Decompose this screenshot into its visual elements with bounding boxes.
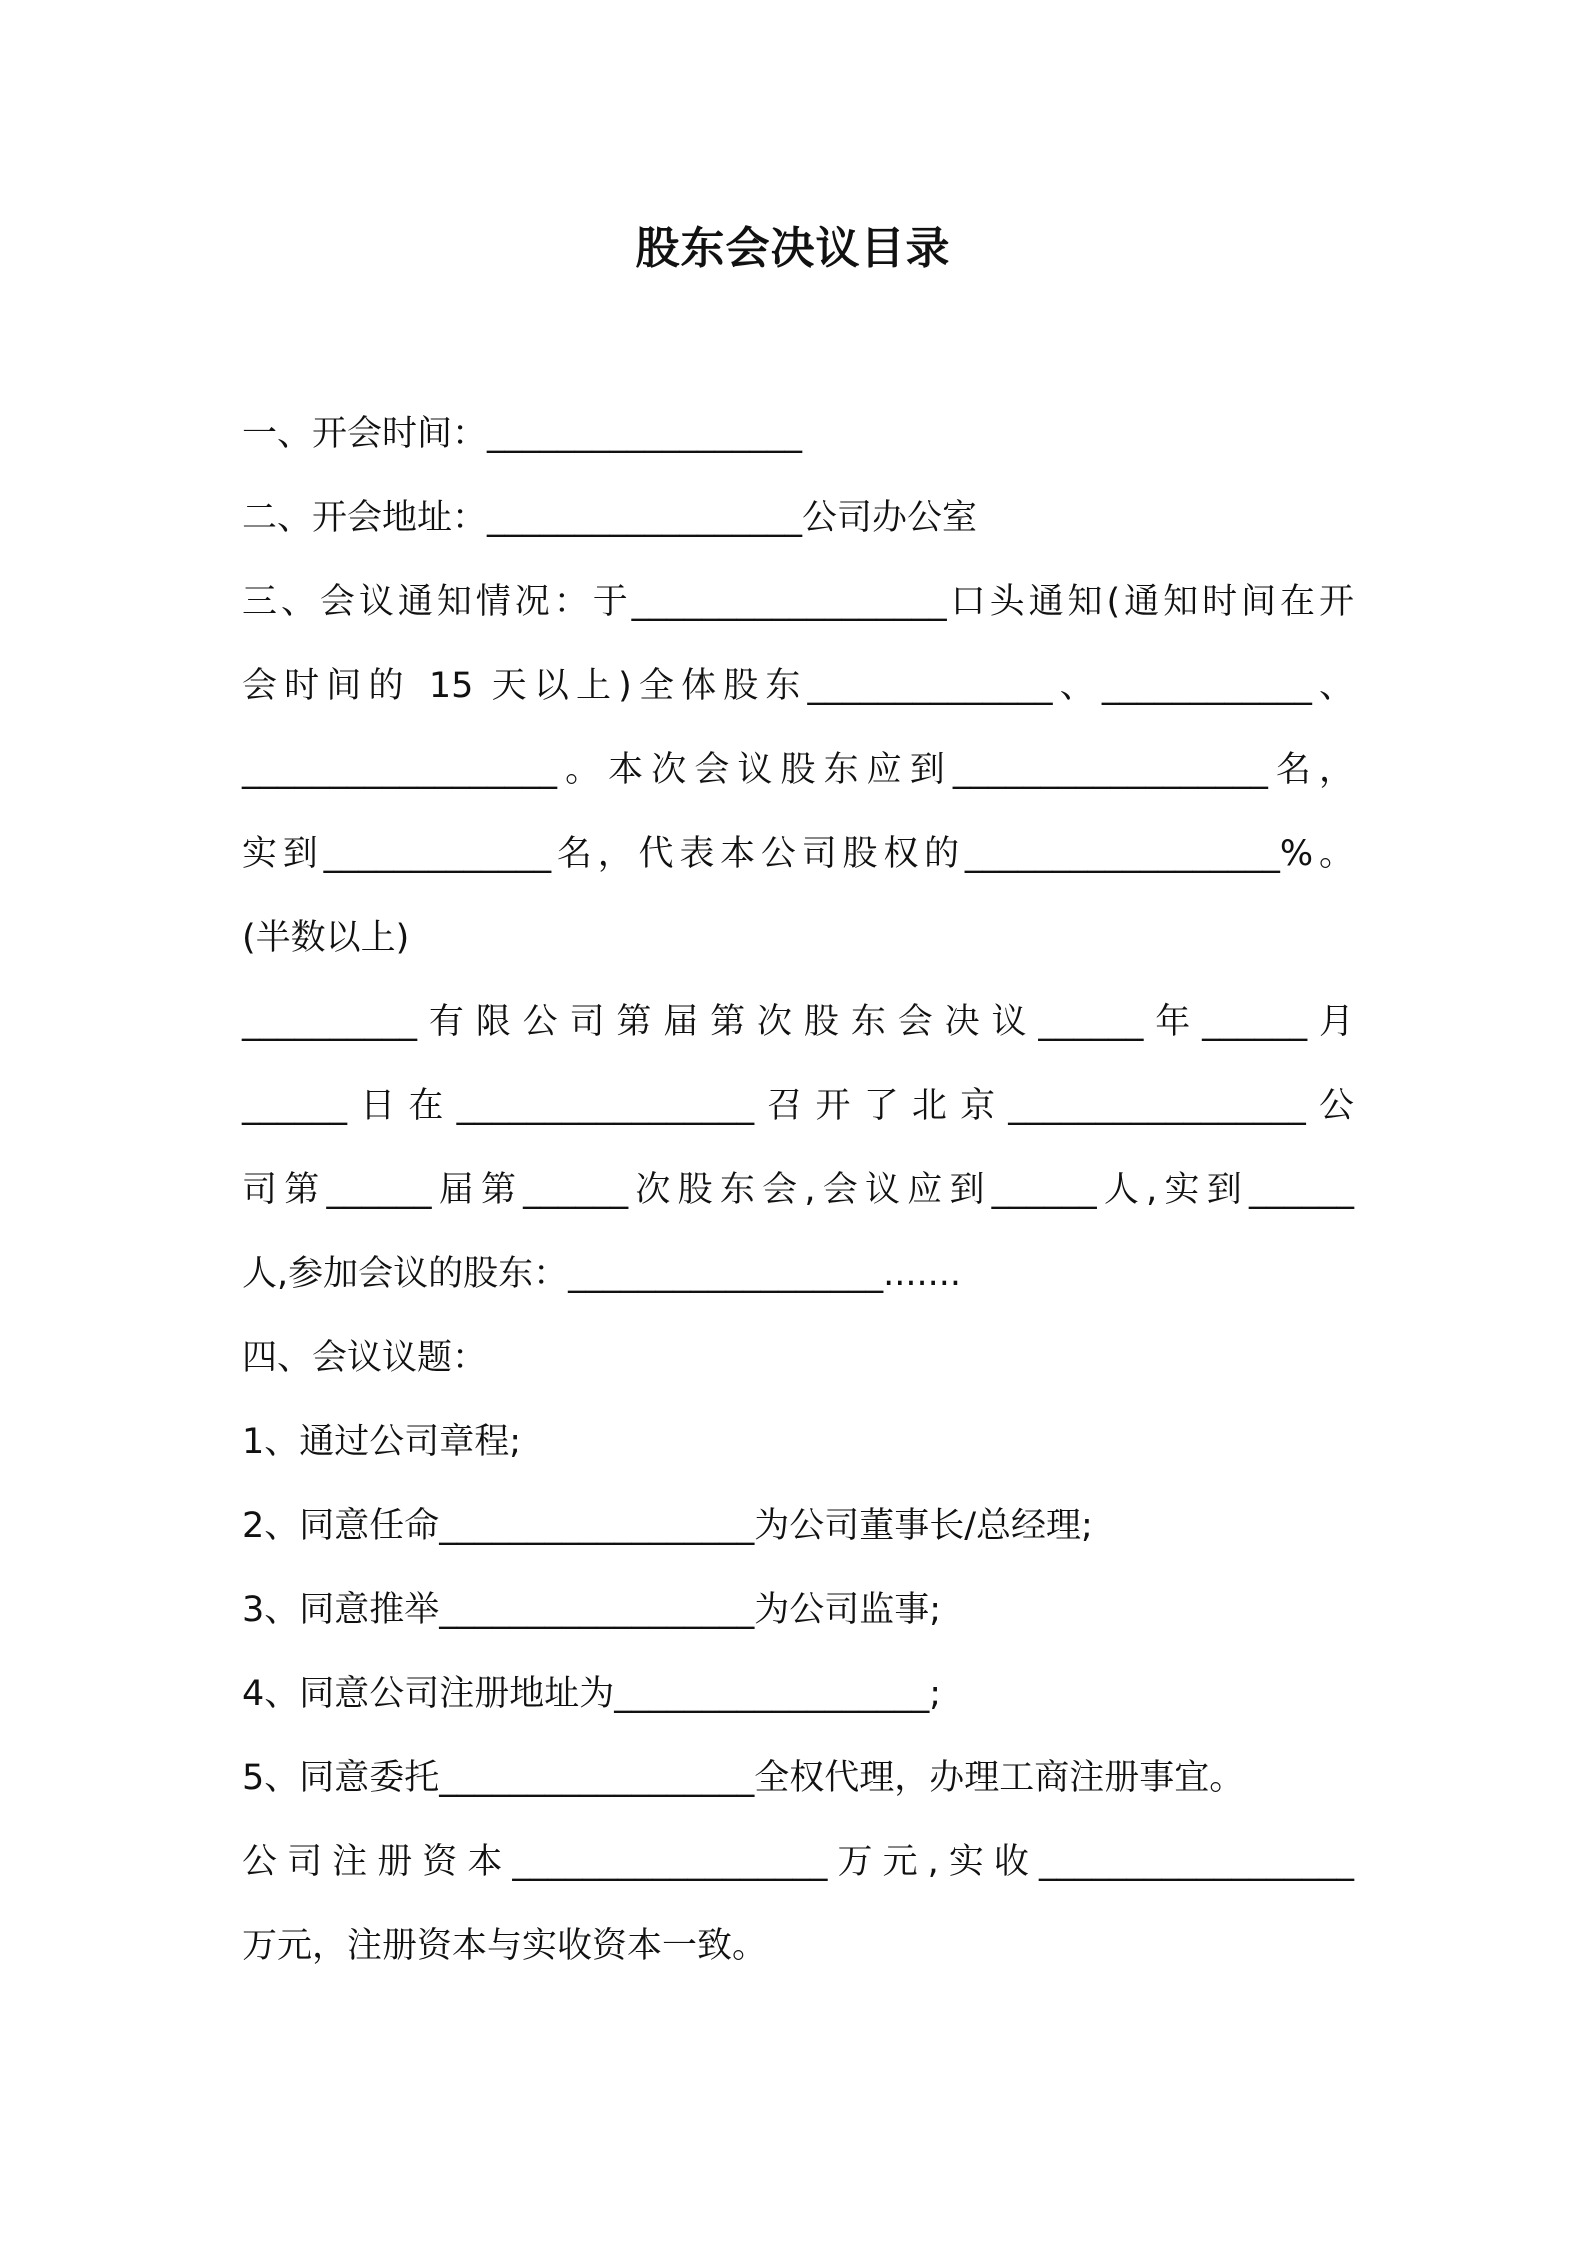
- agenda-item-3: 3、同意推举__________________为公司监事;: [242, 1590, 942, 1630]
- item-meeting-time: 一、开会时间：__________________: [242, 414, 803, 454]
- item-agenda-heading: 四、会议议题：: [242, 1338, 488, 1378]
- agenda-item-1: 1、通过公司章程;: [242, 1422, 522, 1462]
- item-notice-line-4: 实到_____________名，代表本公司股权的__________________%。: [242, 834, 1354, 874]
- resolution-line-2: ______日在_________________召开了北京_________________公: [242, 1086, 1354, 1126]
- item-notice-line-3: __________________。本次会议股东应到__________________名，: [242, 750, 1354, 790]
- capital-line-1: 公司注册资本__________________万元,实收__________________: [242, 1842, 1354, 1882]
- resolution-line-1: __________有限公司第届第次股东会决议______年______月: [242, 1002, 1354, 1042]
- resolution-line-4: 人,参加会议的股东：__________________.......: [242, 1254, 962, 1294]
- agenda-item-4: 4、同意公司注册地址为__________________;: [242, 1674, 942, 1714]
- agenda-item-5: 5、同意委托__________________全权代理，办理工商注册事宜。: [242, 1758, 1245, 1798]
- item-meeting-address: 二、开会地址：__________________公司办公室: [242, 498, 978, 538]
- item-notice-line-5: (半数以上): [242, 918, 410, 958]
- item-notice-line-2: 会时间的 15 天以上)全体股东______________、____________、: [242, 666, 1354, 706]
- agenda-item-2: 2、同意任命__________________为公司董事长/总经理;: [242, 1506, 1093, 1546]
- item-notice-line-1: 三、会议通知情况：于__________________口头通知(通知时间在开: [242, 582, 1354, 622]
- resolution-line-3: 司第______届第______次股东会,会议应到______人,实到______: [242, 1170, 1354, 1210]
- document-title: 股东会决议目录: [635, 223, 951, 274]
- capital-line-2: 万元，注册资本与实收资本一致。: [242, 1926, 768, 1966]
